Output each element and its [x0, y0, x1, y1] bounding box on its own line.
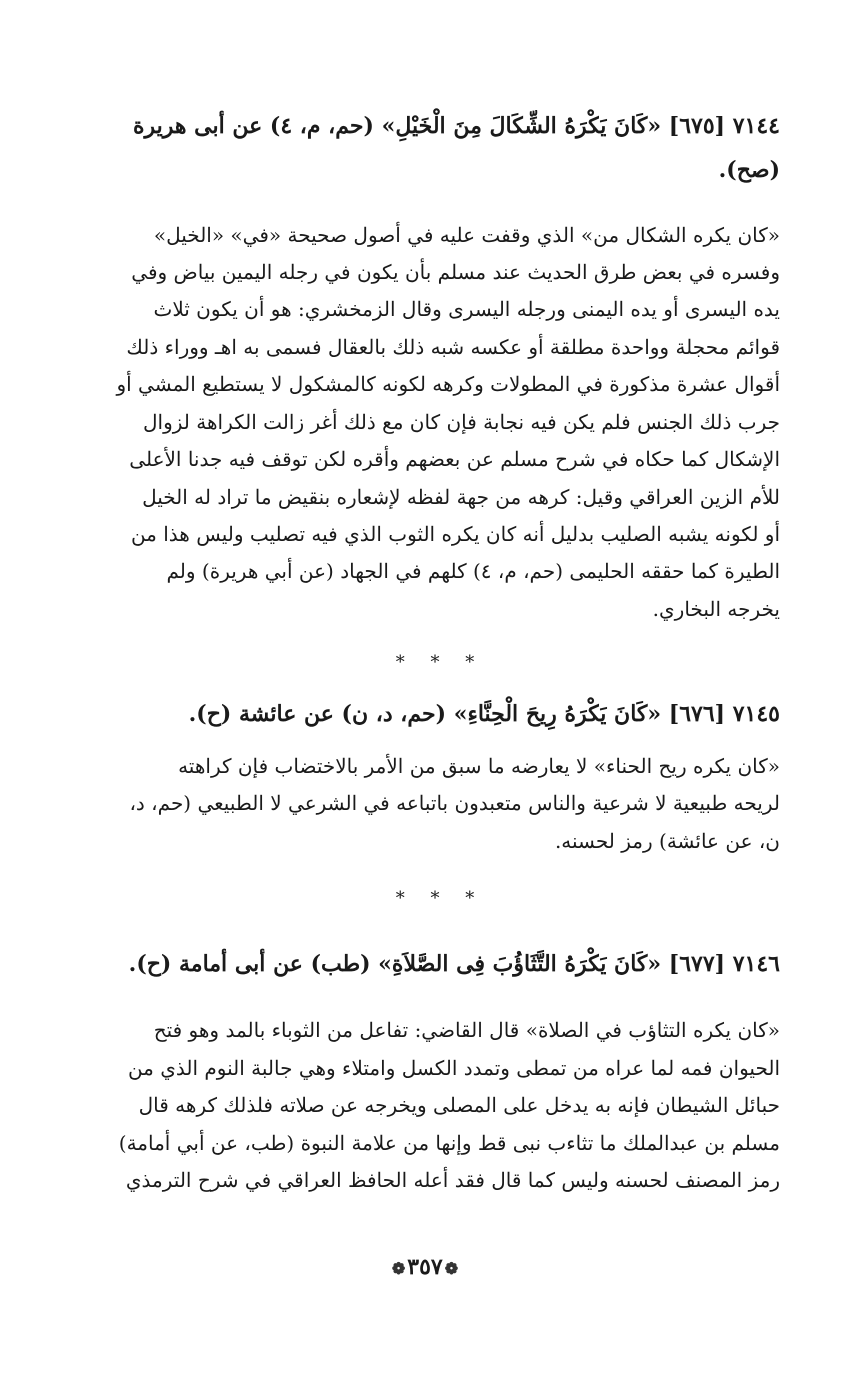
commentary-7144-line-5: أقوال عشرة مذكورة في المطولات وكرهه لكونه كالمشكول لا يستطيع المشي أو — [116, 372, 780, 396]
ornament-icon: ❁ — [444, 1259, 459, 1278]
commentary-7144-line-1: «كان يكره الشكال من» الذي وقفت عليه في أصول صحيحة «في» «الخيل» — [153, 223, 780, 247]
section-separator: * * * — [395, 888, 485, 909]
commentary-7144-line-8: للأم الزين العراقي وقيل: كرهه من جهة لفظه لإشعاره بنقيض ما تراد له الخيل — [142, 485, 780, 509]
commentary-7146-line-4: مسلم بن عبدالملك ما تثاءب نبى قط وإنها من علامة النبوة (طب، عن أبي أمامة) — [118, 1131, 780, 1155]
commentary-7146-line-1: «كان يكره التثاؤب في الصلاة» قال القاضي: تفاعل من الثوباء بالمد وهو فتح — [153, 1018, 780, 1042]
commentary-7146-line-2: الحيوان فمه لما عراه من تمطى وتمدد الكسل وامتلاء وهي جالبة النوم الذي من — [127, 1056, 780, 1080]
hadith-7144-line-1: ٧١٤٤ [٦٧٥] «كَانَ يَكْرَهُ الشِّكَالَ مِنَ الْخَيْلِ» (حم، م، ٤) عن أبى هريرة — [132, 113, 780, 139]
commentary-7146-line-5: رمز المصنف لحسنه وليس كما قال فقد أعله الحافظ العراقي في شرح الترمذي — [125, 1168, 780, 1192]
commentary-7145-line-2: لريحه طبيعية لا شرعية والناس متعبدون باتباعه في الشرعي لا الطبيعي (حم، د، — [129, 791, 780, 815]
ornament-icon: ❁ — [391, 1259, 406, 1278]
commentary-7144-line-6: جرب ذلك الجنس فلم يكن فيه نجابة فإن كان مع ذلك أغر زالت الكراهة لزوال — [143, 410, 780, 434]
commentary-7144-line-11: يخرجه البخاري. — [652, 597, 780, 621]
page-number — [0, 1254, 850, 1280]
commentary-7145-line-1: «كان يكره ريح الحناء» لا يعارضه ما سبق من الأمر بالاختضاب فإن كراهته — [178, 754, 780, 778]
commentary-7144-line-4: قوائم محجلة وواحدة مطلقة أو عكسه شبه ذلك بالعقال فسمى به اهـ ووراء ذلك — [126, 335, 780, 359]
commentary-7144-line-2: وفسره في بعض طرق الحديث عند مسلم بأن يكون في رجله اليمين بياض وفي — [131, 260, 780, 284]
commentary-7144-line-3: يده اليسرى أو يده اليمنى ورجله اليسرى وقال الزمخشري: هو أن يكون ثلاث — [153, 297, 780, 321]
page-number-value: ٣٥٧ — [407, 1254, 443, 1280]
commentary-7144-line-9: أو لكونه يشبه الصليب بدليل أنه كان يكره الثوب الذي فيه تصليب وليس هذا من — [130, 522, 780, 546]
commentary-7146-line-3: حبائل الشيطان فإنه به يدخل على المصلى ويخرجه عن صلاته فلذلك كرهه قال — [138, 1093, 780, 1117]
hadith-7144-line-2: (صح). — [718, 157, 780, 183]
commentary-7144-line-10: الطيرة كما حققه الحليمى (حم، م، ٤) كلهم في الجهاد (عن أبي هريرة) ولم — [166, 559, 780, 583]
hadith-7146-line-1: ٧١٤٦ [٦٧٧] «كَانَ يَكْرَهُ التَّثَاؤُبَ فِى الصَّلاَةِ» (طب) عن أبى أمامة (ح). — [128, 951, 780, 977]
hadith-7145-line-1: ٧١٤٥ [٦٧٦] «كَانَ يَكْرَهُ رِيحَ الْحِنَّاءِ» (حم، د، ن) عن عائشة (ح). — [188, 701, 780, 727]
commentary-7145-line-3: ن، عن عائشة) رمز لحسنه. — [554, 829, 780, 853]
section-separator: * * * — [395, 652, 485, 673]
commentary-7144-line-7: الإشكال كما حكاه في شرح مسلم عن بعضهم وأقره لكن توقف فيه جدنا الأعلى — [129, 447, 780, 471]
